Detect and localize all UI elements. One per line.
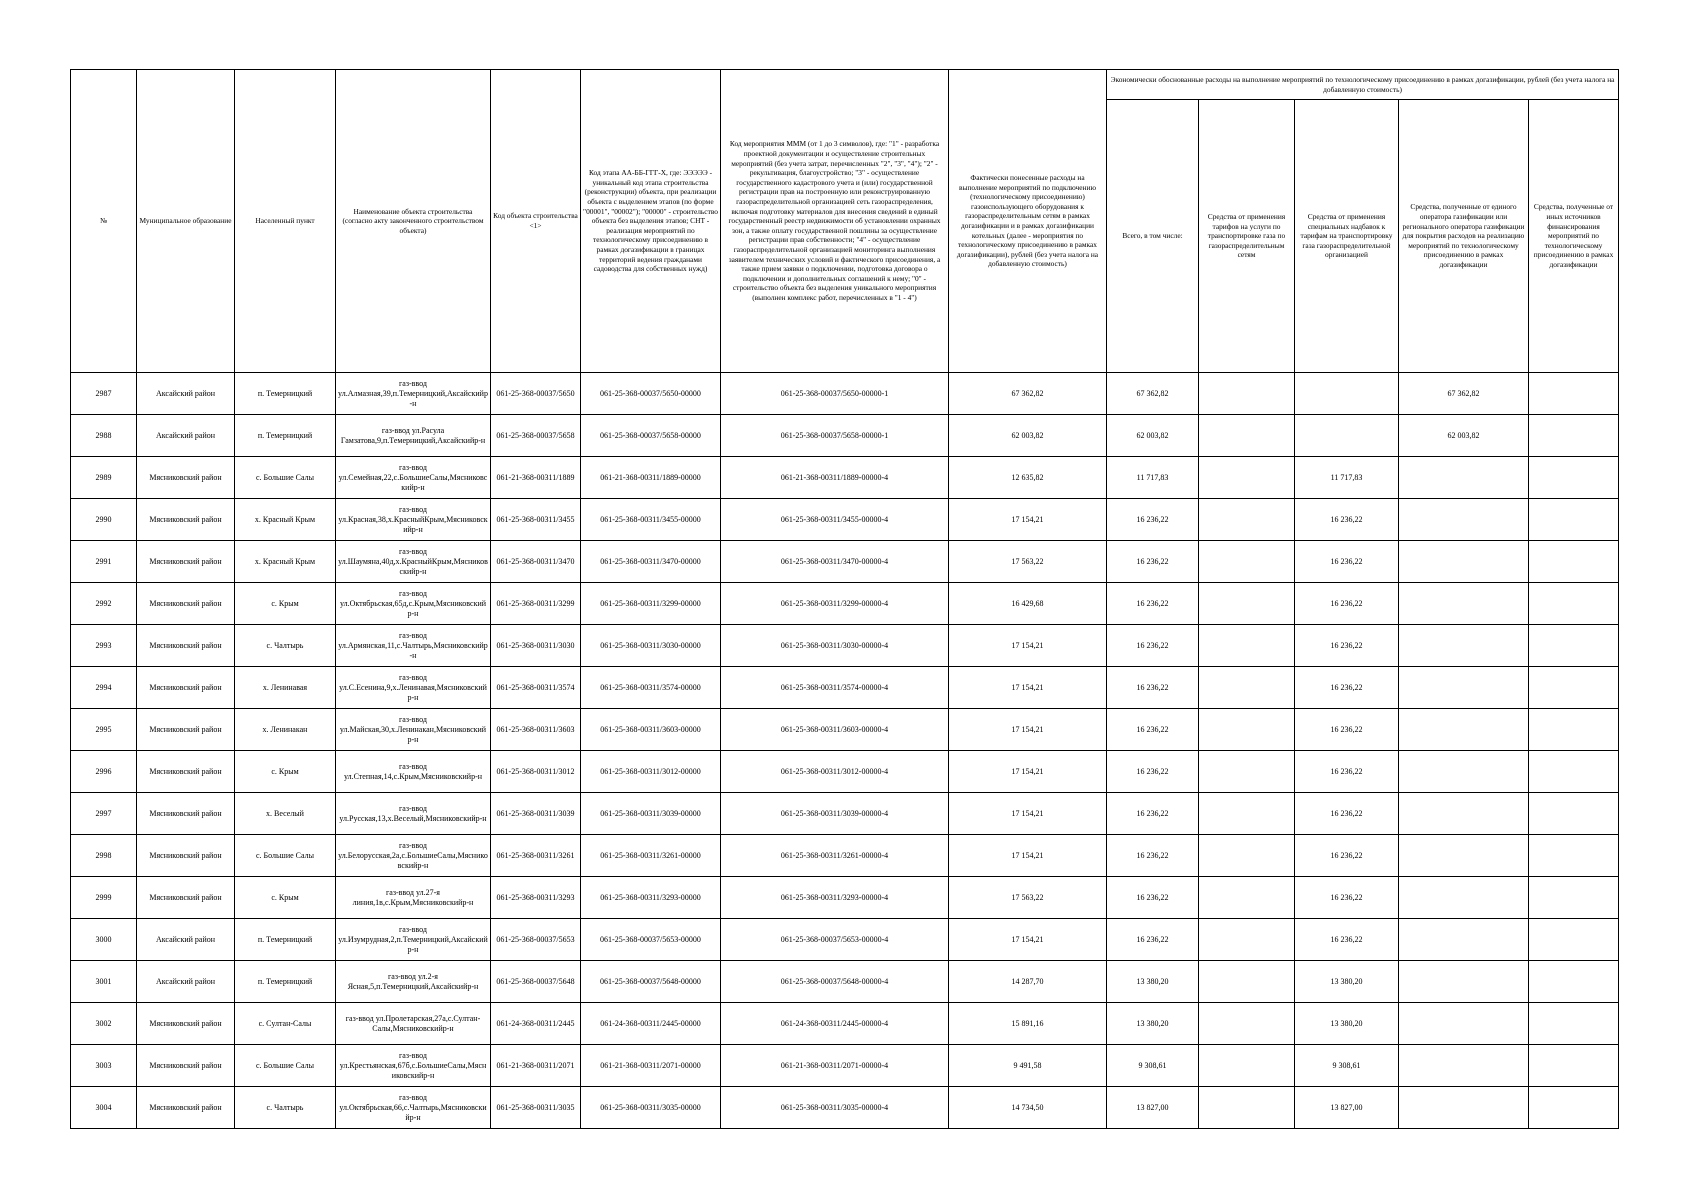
cell-measure-code: 061-25-368-00311/3039-00000-4: [721, 793, 949, 835]
cell-econ-markup: 16 236,22: [1295, 541, 1399, 583]
cell-stage-code: 061-25-368-00037/5653-00000: [581, 919, 721, 961]
cell-econ-other: [1529, 457, 1619, 499]
table-row: [71, 625, 1619, 667]
cell-object-name: газ-ввод ул.Расула Гамзатова,9,п.Темерницкий,Аксайскийр-н: [336, 415, 491, 457]
cell-econ-other: [1529, 919, 1619, 961]
cell-actual-costs: 16 429,68: [949, 583, 1107, 625]
cell-object-name: газ-ввод ул.Белорусская,2а,с.БольшиеСалы,Мясниковскийр-н: [336, 835, 491, 877]
table-row: [71, 499, 1619, 541]
cell-num: 2989: [71, 457, 137, 499]
cell-object-name: газ-ввод ул.Октябрьская,66,с.Чалтырь,Мясниковскийр-н: [336, 1087, 491, 1129]
cell-measure-code: 061-25-368-00037/5658-00000-1: [721, 415, 949, 457]
cell-econ-total: 16 236,22: [1107, 625, 1199, 667]
cell-object-code: 061-25-368-00037/5658: [491, 415, 581, 457]
cell-econ-total: 13 380,20: [1107, 961, 1199, 1003]
cell-econ-markup: 13 827,00: [1295, 1087, 1399, 1129]
cell-municipality: Мясниковский район: [137, 583, 235, 625]
cell-econ-tariff: [1199, 961, 1295, 1003]
cell-econ-other: [1529, 583, 1619, 625]
table-row: [71, 1087, 1619, 1129]
cell-measure-code: 061-21-368-00311/1889-00000-4: [721, 457, 949, 499]
cell-municipality: Аксайский район: [137, 919, 235, 961]
cell-econ-total: 16 236,22: [1107, 793, 1199, 835]
table-row: [71, 1045, 1619, 1087]
col-header-econ-total: Всего, в том числе:: [1107, 100, 1199, 373]
cell-econ-other: [1529, 373, 1619, 415]
cell-econ-operator: [1399, 793, 1529, 835]
cell-object-code: 061-25-368-00311/3261: [491, 835, 581, 877]
cell-econ-markup: 13 380,20: [1295, 1003, 1399, 1045]
cell-num: 2998: [71, 835, 137, 877]
cell-econ-tariff: [1199, 667, 1295, 709]
cell-num: 2990: [71, 499, 137, 541]
col-header-object-name: Наименование объекта строительства (согласно акту законченного строительством объекта): [336, 70, 491, 373]
cell-measure-code: 061-25-368-00311/3603-00000-4: [721, 709, 949, 751]
cell-actual-costs: 14 287,70: [949, 961, 1107, 1003]
cell-stage-code: 061-25-368-00037/5648-00000: [581, 961, 721, 1003]
cell-settlement: с. Большие Салы: [235, 835, 336, 877]
cell-object-code: 061-25-368-00311/3035: [491, 1087, 581, 1129]
cell-econ-other: [1529, 877, 1619, 919]
cell-econ-operator: [1399, 961, 1529, 1003]
cell-municipality: Мясниковский район: [137, 1087, 235, 1129]
cell-econ-markup: 16 236,22: [1295, 667, 1399, 709]
cell-econ-total: 16 236,22: [1107, 877, 1199, 919]
cell-econ-operator: [1399, 1045, 1529, 1087]
cell-actual-costs: 62 003,82: [949, 415, 1107, 457]
table-row: [71, 961, 1619, 1003]
cell-econ-tariff: [1199, 373, 1295, 415]
cell-econ-markup: 16 236,22: [1295, 751, 1399, 793]
cell-num: 2999: [71, 877, 137, 919]
cell-actual-costs: 12 635,82: [949, 457, 1107, 499]
cell-econ-total: 16 236,22: [1107, 499, 1199, 541]
cell-econ-other: [1529, 1045, 1619, 1087]
cell-econ-total: 16 236,22: [1107, 751, 1199, 793]
cell-stage-code: 061-25-368-00311/3261-00000: [581, 835, 721, 877]
cell-econ-tariff: [1199, 919, 1295, 961]
table-row: [71, 373, 1619, 415]
cell-municipality: Мясниковский район: [137, 499, 235, 541]
cell-object-code: 061-25-368-00311/3299: [491, 583, 581, 625]
cell-econ-operator: 62 003,82: [1399, 415, 1529, 457]
cell-econ-other: [1529, 1003, 1619, 1045]
cell-object-code: 061-25-368-00311/3470: [491, 541, 581, 583]
cell-econ-other: [1529, 793, 1619, 835]
col-header-econ-markup: Средства от применения специальных надбавок к тарифам на транспортировку газа газораспределительной организацией: [1295, 100, 1399, 373]
cell-econ-markup: 11 717,83: [1295, 457, 1399, 499]
cell-econ-total: 16 236,22: [1107, 709, 1199, 751]
cell-actual-costs: 17 154,21: [949, 709, 1107, 751]
cell-econ-operator: 67 362,82: [1399, 373, 1529, 415]
cell-econ-markup: 16 236,22: [1295, 709, 1399, 751]
cell-object-code: 061-21-368-00311/2071: [491, 1045, 581, 1087]
cell-object-name: газ-ввод ул.Октябрьская,65д,с.Крым,Мясниковскийр-н: [336, 583, 491, 625]
cell-settlement: с. Крым: [235, 751, 336, 793]
table-row: [71, 541, 1619, 583]
cell-measure-code: 061-25-368-00037/5650-00000-1: [721, 373, 949, 415]
cell-object-name: газ-ввод ул.27-я линия,1в,с.Крым,Мясниковскийр-н: [336, 877, 491, 919]
cell-measure-code: 061-25-368-00311/3030-00000-4: [721, 625, 949, 667]
cell-settlement: с. Большие Салы: [235, 1045, 336, 1087]
cell-econ-other: [1529, 835, 1619, 877]
col-header-stage-code: Код этапа АА-ББ-ГГГ-Х, где: ЭЭЭЭЭ - уникальный код этапа строительства (реконструкции) объекта, при реализации объекта с выделением этапов (по форме "00001", "00002"); "00000" - строительство объекта без выделения этапов; СНТ - реализация мероприятий по технологическому присоединению в рамках догазификации в границах территорий ведения гражданами садоводства для собственных нужд): [581, 70, 721, 373]
cell-econ-other: [1529, 961, 1619, 1003]
col-header-econ-group: Экономически обоснованные расходы на выполнение мероприятий по технологическому присоединению в рамках догазификации, рублей (без учета налога на добавленную стоимость): [1107, 70, 1619, 100]
cell-num: 2995: [71, 709, 137, 751]
cell-object-code: 061-25-368-00311/3455: [491, 499, 581, 541]
table-row: [71, 457, 1619, 499]
cell-object-name: газ-ввод ул.Алмазная,39,п.Темерницкий,Аксайскийр-н: [336, 373, 491, 415]
cell-object-name: газ-ввод ул.Семейная,22,с.БольшиеСалы,Мясниковскийр-н: [336, 457, 491, 499]
cell-object-code: 061-25-368-00311/3012: [491, 751, 581, 793]
cell-num: 2997: [71, 793, 137, 835]
cell-econ-total: 62 003,82: [1107, 415, 1199, 457]
cell-econ-markup: 16 236,22: [1295, 877, 1399, 919]
cell-object-code: 061-21-368-00311/1889: [491, 457, 581, 499]
cell-settlement: х. Красный Крым: [235, 541, 336, 583]
cell-object-code: 061-25-368-00311/3293: [491, 877, 581, 919]
gasification-costs-table: [70, 69, 1619, 1129]
cell-econ-total: 16 236,22: [1107, 541, 1199, 583]
cell-settlement: х. Веселый: [235, 793, 336, 835]
col-header-settlement: Населенный пункт: [235, 70, 336, 373]
cell-object-code: 061-25-368-00037/5648: [491, 961, 581, 1003]
cell-object-code: 061-24-368-00311/2445: [491, 1003, 581, 1045]
cell-actual-costs: 17 154,21: [949, 625, 1107, 667]
cell-stage-code: 061-25-368-00311/3012-00000: [581, 751, 721, 793]
cell-stage-code: 061-25-368-00311/3035-00000: [581, 1087, 721, 1129]
cell-settlement: с. Большие Салы: [235, 457, 336, 499]
cell-municipality: Мясниковский район: [137, 625, 235, 667]
cell-econ-operator: [1399, 919, 1529, 961]
cell-econ-tariff: [1199, 415, 1295, 457]
cell-settlement: п. Темерницкий: [235, 961, 336, 1003]
cell-municipality: Мясниковский район: [137, 835, 235, 877]
cell-measure-code: 061-25-368-00037/5653-00000-4: [721, 919, 949, 961]
cell-econ-markup: 16 236,22: [1295, 835, 1399, 877]
cell-econ-total: 16 236,22: [1107, 835, 1199, 877]
cell-object-code: 061-25-368-00037/5653: [491, 919, 581, 961]
cell-num: 2988: [71, 415, 137, 457]
cell-settlement: х. Ленинакан: [235, 709, 336, 751]
cell-stage-code: 061-25-368-00037/5658-00000: [581, 415, 721, 457]
cell-num: 2991: [71, 541, 137, 583]
cell-object-code: 061-25-368-00311/3603: [491, 709, 581, 751]
cell-settlement: с. Крым: [235, 583, 336, 625]
cell-econ-other: [1529, 667, 1619, 709]
cell-object-code: 061-25-368-00311/3039: [491, 793, 581, 835]
cell-econ-operator: [1399, 1087, 1529, 1129]
cell-municipality: Мясниковский район: [137, 877, 235, 919]
cell-municipality: Мясниковский район: [137, 793, 235, 835]
cell-actual-costs: 17 154,21: [949, 835, 1107, 877]
cell-stage-code: 061-25-368-00311/3603-00000: [581, 709, 721, 751]
cell-municipality: Мясниковский район: [137, 457, 235, 499]
cell-econ-markup: 16 236,22: [1295, 625, 1399, 667]
cell-object-name: газ-ввод ул.Изумрудная,2,п.Темерницкий,Аксайскийр-н: [336, 919, 491, 961]
cell-econ-total: 16 236,22: [1107, 667, 1199, 709]
cell-measure-code: 061-25-368-00311/3012-00000-4: [721, 751, 949, 793]
cell-num: 2992: [71, 583, 137, 625]
cell-econ-markup: 16 236,22: [1295, 919, 1399, 961]
cell-econ-tariff: [1199, 877, 1295, 919]
col-header-measure-code: Код мероприятия МММ (от 1 до 3 символов), где: "1" - разработка проектной документации и осуществление строительных мероприятий (без учета затрат, перечисленных "2", "3", "4"); "2" - рекультивация, благоустройство; "3" - осуществление государственного кадастрового учета и (или) государственной регистрации прав на построенную или реконструированную газораспределительной организацией сеть газораспределения, включая подготовку материалов для внесения сведений в единый государственный реестр недвижимости об установлении охранных зон, а также оплату государственной пошлины за осуществление регистрации прав собственности; "4" - осуществление газораспределительной организацией мониторинга выполнения заявителем технических условий и фактического присоединения, а также прием заявки о подключении, подготовка договора о подключении и дополнительных соглашений к нему; "0" - строительство объекта без выделения уникального мероприятия (выполнен комплекс работ, перечисленных в "1 - 4"): [721, 70, 949, 373]
cell-econ-other: [1529, 751, 1619, 793]
cell-econ-markup: 13 380,20: [1295, 961, 1399, 1003]
cell-econ-total: 16 236,22: [1107, 919, 1199, 961]
cell-econ-total: 13 827,00: [1107, 1087, 1199, 1129]
cell-econ-tariff: [1199, 709, 1295, 751]
table-row: [71, 877, 1619, 919]
cell-num: 3004: [71, 1087, 137, 1129]
cell-econ-tariff: [1199, 499, 1295, 541]
cell-num: 2994: [71, 667, 137, 709]
cell-econ-tariff: [1199, 541, 1295, 583]
cell-econ-other: [1529, 709, 1619, 751]
cell-object-name: газ-ввод ул.Пролетарская,27а,с.Султан-Салы,Мясниковскийр-н: [336, 1003, 491, 1045]
cell-object-code: 061-25-368-00311/3574: [491, 667, 581, 709]
cell-actual-costs: 17 154,21: [949, 499, 1107, 541]
cell-econ-tariff: [1199, 793, 1295, 835]
cell-num: 2996: [71, 751, 137, 793]
col-header-object-code: Код объекта строительства <1>: [491, 70, 581, 373]
cell-econ-tariff: [1199, 1045, 1295, 1087]
cell-econ-operator: [1399, 835, 1529, 877]
cell-econ-tariff: [1199, 457, 1295, 499]
cell-municipality: Аксайский район: [137, 415, 235, 457]
cell-stage-code: 061-25-368-00311/3470-00000: [581, 541, 721, 583]
cell-settlement: с. Крым: [235, 877, 336, 919]
cell-measure-code: 061-21-368-00311/2071-00000-4: [721, 1045, 949, 1087]
table-row: [71, 1003, 1619, 1045]
cell-actual-costs: 67 362,82: [949, 373, 1107, 415]
cell-actual-costs: 14 734,50: [949, 1087, 1107, 1129]
cell-settlement: с. Султан-Салы: [235, 1003, 336, 1045]
cell-object-name: газ-ввод ул.2-я Ясная,5,п.Темерницкий,Аксайскийр-н: [336, 961, 491, 1003]
cell-measure-code: 061-25-368-00311/3299-00000-4: [721, 583, 949, 625]
cell-econ-tariff: [1199, 835, 1295, 877]
cell-econ-markup: 9 308,61: [1295, 1045, 1399, 1087]
table-row: [71, 919, 1619, 961]
cell-municipality: Мясниковский район: [137, 751, 235, 793]
cell-econ-other: [1529, 541, 1619, 583]
cell-econ-tariff: [1199, 751, 1295, 793]
cell-econ-other: [1529, 1087, 1619, 1129]
cell-econ-operator: [1399, 625, 1529, 667]
cell-econ-markup: [1295, 415, 1399, 457]
cell-num: 3001: [71, 961, 137, 1003]
cell-settlement: с. Чалтырь: [235, 625, 336, 667]
cell-measure-code: 061-24-368-00311/2445-00000-4: [721, 1003, 949, 1045]
table-row: [71, 415, 1619, 457]
cell-stage-code: 061-25-368-00311/3039-00000: [581, 793, 721, 835]
cell-object-code: 061-25-368-00037/5650: [491, 373, 581, 415]
cell-econ-operator: [1399, 877, 1529, 919]
cell-measure-code: 061-25-368-00311/3455-00000-4: [721, 499, 949, 541]
cell-econ-other: [1529, 415, 1619, 457]
cell-actual-costs: 17 563,22: [949, 541, 1107, 583]
cell-econ-markup: 16 236,22: [1295, 499, 1399, 541]
cell-econ-markup: 16 236,22: [1295, 583, 1399, 625]
cell-object-name: газ-ввод ул.Армянская,11,с.Чалтырь,Мясниковскийр-н: [336, 625, 491, 667]
cell-econ-markup: [1295, 373, 1399, 415]
cell-num: 3002: [71, 1003, 137, 1045]
cell-actual-costs: 9 491,58: [949, 1045, 1107, 1087]
cell-stage-code: 061-25-368-00311/3293-00000: [581, 877, 721, 919]
cell-actual-costs: 17 154,21: [949, 793, 1107, 835]
cell-econ-operator: [1399, 709, 1529, 751]
cell-object-name: газ-ввод ул.С.Есенина,9,х.Ленинавая,Мясниковскийр-н: [336, 667, 491, 709]
cell-econ-total: 67 362,82: [1107, 373, 1199, 415]
cell-measure-code: 061-25-368-00311/3035-00000-4: [721, 1087, 949, 1129]
table-row: [71, 751, 1619, 793]
cell-settlement: х. Ленинавая: [235, 667, 336, 709]
cell-econ-total: 9 308,61: [1107, 1045, 1199, 1087]
cell-municipality: Аксайский район: [137, 373, 235, 415]
cell-object-name: газ-ввод ул.Майская,30,х.Ленинакан,Мясниковскийр-н: [336, 709, 491, 751]
cell-econ-tariff: [1199, 625, 1295, 667]
cell-econ-operator: [1399, 541, 1529, 583]
cell-settlement: п. Темерницкий: [235, 919, 336, 961]
cell-measure-code: 061-25-368-00311/3574-00000-4: [721, 667, 949, 709]
cell-settlement: с. Чалтырь: [235, 1087, 336, 1129]
cell-econ-operator: [1399, 667, 1529, 709]
col-header-num: №: [71, 70, 137, 373]
cell-stage-code: 061-25-368-00037/5650-00000: [581, 373, 721, 415]
cell-settlement: х. Красный Крым: [235, 499, 336, 541]
table-row: [71, 709, 1619, 751]
col-header-econ-other: Средства, полученные от иных источников финансирования мероприятий по технологическому присоединению в рамках догазификации: [1529, 100, 1619, 373]
cell-econ-tariff: [1199, 1003, 1295, 1045]
cell-measure-code: 061-25-368-00311/3470-00000-4: [721, 541, 949, 583]
cell-actual-costs: 15 891,16: [949, 1003, 1107, 1045]
cell-object-code: 061-25-368-00311/3030: [491, 625, 581, 667]
cell-municipality: Мясниковский район: [137, 1045, 235, 1087]
table-row: [71, 583, 1619, 625]
cell-actual-costs: 17 563,22: [949, 877, 1107, 919]
table-body: [71, 373, 1619, 1129]
cell-object-name: газ-ввод ул.Русская,13,х.Веселый,Мясниковскийр-н: [336, 793, 491, 835]
cell-stage-code: 061-25-368-00311/3455-00000: [581, 499, 721, 541]
cell-stage-code: 061-24-368-00311/2445-00000: [581, 1003, 721, 1045]
header-row-top: [71, 70, 1619, 100]
cell-settlement: п. Темерницкий: [235, 415, 336, 457]
cell-num: 3000: [71, 919, 137, 961]
col-header-econ-tariff: Средства от применения тарифов на услуги по транспортировке газа по газораспределительным сетям: [1199, 100, 1295, 373]
cell-stage-code: 061-25-368-00311/3299-00000: [581, 583, 721, 625]
cell-econ-operator: [1399, 499, 1529, 541]
cell-measure-code: 061-25-368-00311/3261-00000-4: [721, 835, 949, 877]
col-header-actual-costs: Фактически понесенные расходы на выполнение мероприятий по подключению (технологическому присоединению) газоиспользующего оборудования к газораспределительным сетям в рамках догазификации и в рамках догазификации котельных (далее - мероприятия по технологическому присоединению в рамках догазификации), рублей (без учета налога на добавленную стоимость): [949, 70, 1107, 373]
cell-econ-other: [1529, 499, 1619, 541]
cell-measure-code: 061-25-368-00311/3293-00000-4: [721, 877, 949, 919]
cell-object-name: газ-ввод ул.Шаумяна,40д,х.КрасныйКрым,Мясниковскийр-н: [336, 541, 491, 583]
cell-econ-total: 13 380,20: [1107, 1003, 1199, 1045]
cell-municipality: Аксайский район: [137, 961, 235, 1003]
cell-stage-code: 061-25-368-00311/3030-00000: [581, 625, 721, 667]
cell-econ-operator: [1399, 751, 1529, 793]
cell-settlement: п. Темерницкий: [235, 373, 336, 415]
cell-econ-markup: 16 236,22: [1295, 793, 1399, 835]
cell-stage-code: 061-25-368-00311/3574-00000: [581, 667, 721, 709]
col-header-econ-operator: Средства, полученные от единого оператора газификации или регионального оператора газификации для покрытия расходов на реализацию мероприятий по технологическому присоединению в рамках догазификации: [1399, 100, 1529, 373]
cell-num: 2987: [71, 373, 137, 415]
cell-econ-tariff: [1199, 583, 1295, 625]
cell-actual-costs: 17 154,21: [949, 751, 1107, 793]
cell-num: 2993: [71, 625, 137, 667]
cell-object-name: газ-ввод ул.Степная,14,с.Крым,Мясниковскийр-н: [336, 751, 491, 793]
cell-municipality: Мясниковский район: [137, 541, 235, 583]
cell-actual-costs: 17 154,21: [949, 919, 1107, 961]
cell-econ-other: [1529, 625, 1619, 667]
cell-object-name: газ-ввод ул.Крестьянская,67б,с.БольшиеСалы,Мясниковскийр-н: [336, 1045, 491, 1087]
cell-stage-code: 061-21-368-00311/2071-00000: [581, 1045, 721, 1087]
cell-econ-tariff: [1199, 1087, 1295, 1129]
cell-stage-code: 061-21-368-00311/1889-00000: [581, 457, 721, 499]
cell-measure-code: 061-25-368-00037/5648-00000-4: [721, 961, 949, 1003]
cell-econ-operator: [1399, 1003, 1529, 1045]
cell-municipality: Мясниковский район: [137, 1003, 235, 1045]
table-row: [71, 667, 1619, 709]
cell-municipality: Мясниковский район: [137, 667, 235, 709]
cell-municipality: Мясниковский район: [137, 709, 235, 751]
table-row: [71, 793, 1619, 835]
cell-actual-costs: 17 154,21: [949, 667, 1107, 709]
cell-econ-total: 11 717,83: [1107, 457, 1199, 499]
col-header-municipality: Муниципальное образование: [137, 70, 235, 373]
cell-econ-total: 16 236,22: [1107, 583, 1199, 625]
cell-econ-operator: [1399, 583, 1529, 625]
cell-econ-operator: [1399, 457, 1529, 499]
cell-object-name: газ-ввод ул.Красная,38,х.КрасныйКрым,Мясниковскийр-н: [336, 499, 491, 541]
cell-num: 3003: [71, 1045, 137, 1087]
table-row: [71, 835, 1619, 877]
